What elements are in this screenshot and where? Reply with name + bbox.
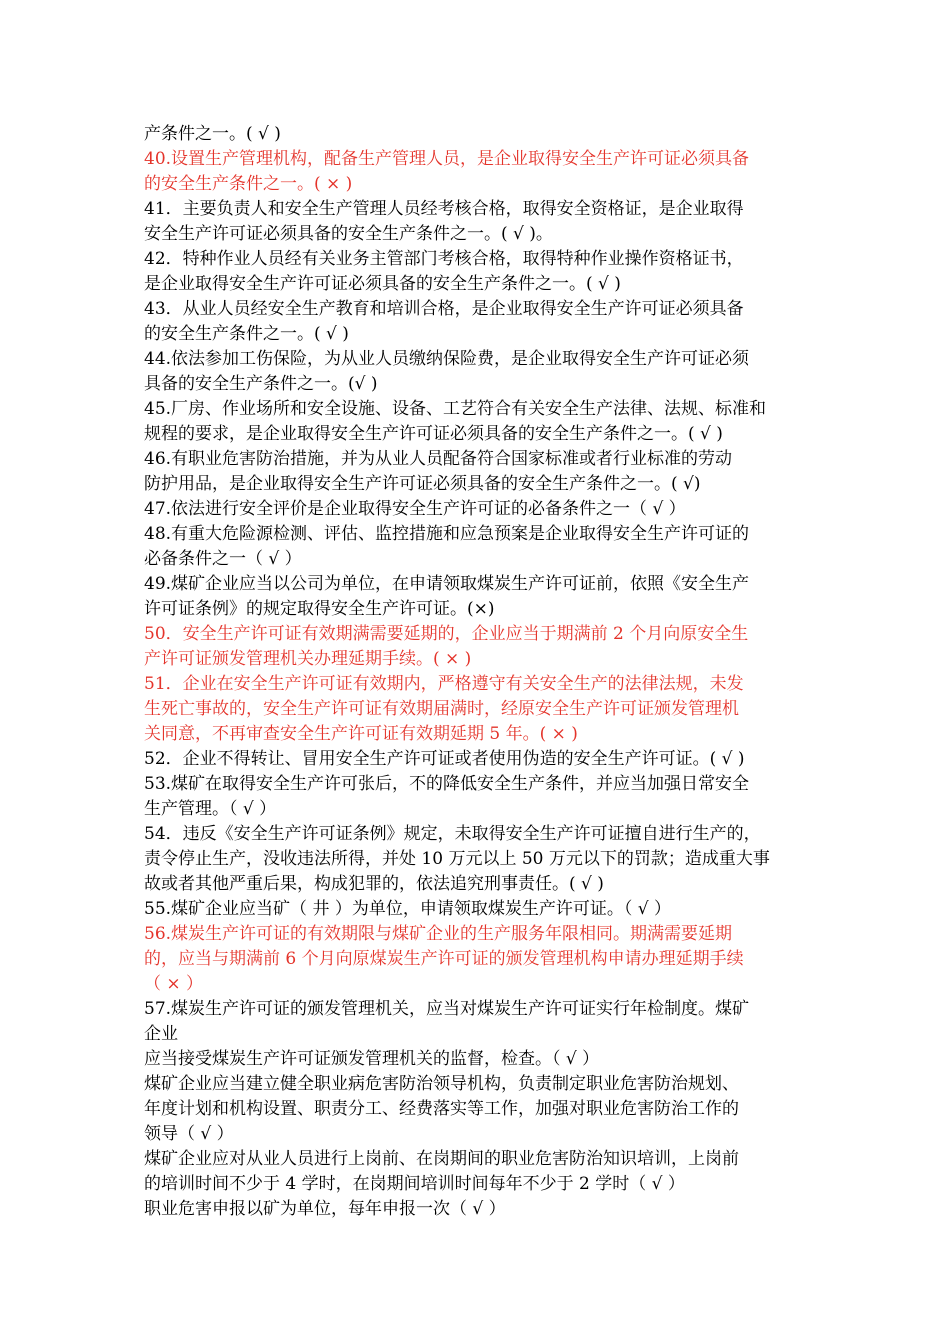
text-line: 43．从业人员经安全生产教育和培训合格，是企业取得安全生产许可证必须具备 (144, 299, 744, 319)
text-line: 具备的安全生产条件之一。(√ ) (144, 374, 378, 394)
text-line: 52．企业不得转让、冒用安全生产许可证或者使用伪造的安全生产许可证。( √ ) (144, 749, 745, 769)
highlighted-text-line: 40.设置生产管理机构，配备生产管理人员，是企业取得安全生产许可证必须具备 (144, 149, 750, 169)
text-line: 年度计划和机构设置、职责分工、经费落实等工作，加强对职业危害防治工作的 (144, 1099, 739, 1119)
highlighted-text-line: 51．企业在安全生产许可证有效期内，严格遵守有关安全生产的法律法规，未发 (144, 674, 744, 694)
text-line: 企业 (144, 1024, 178, 1044)
text-line: 的安全生产条件之一。( √ ) (144, 324, 349, 344)
highlighted-text-line: 生死亡事故的，安全生产许可证有效期届满时，经原安全生产许可证颁发管理机 (144, 699, 739, 719)
text-line: 53.煤矿在取得安全生产许可张后，不的降低安全生产条件，并应当加强日常安全 (144, 774, 750, 794)
highlighted-text-line: （ × ） (144, 974, 204, 994)
text-line: 47.依法进行安全评价是企业取得安全生产许可证的必备条件之一（ √ ） (144, 499, 686, 519)
text-line: 57.煤炭生产许可证的颁发管理机关，应当对煤炭生产许可证实行年检制度。煤矿 (144, 999, 750, 1019)
text-line: 领导（ √ ） (144, 1124, 234, 1144)
text-line: 48.有重大危险源检测、评估、监控措施和应急预案是企业取得安全生产许可证的 (144, 524, 750, 544)
text-line: 是企业取得安全生产许可证必须具备的安全生产条件之一。( √ ) (144, 274, 621, 294)
text-line: 生产管理。（ √ ） (144, 799, 277, 819)
text-line: 应当接受煤炭生产许可证颁发管理机关的监督，检查。（ √ ） (144, 1049, 600, 1069)
text-line: 41．主要负责人和安全生产管理人员经考核合格，取得安全资格证，是企业取得 (144, 199, 744, 219)
highlighted-text-line: 的，应当与期满前 6 个月向原煤炭生产许可证的颁发管理机构申请办理延期手续 (144, 949, 744, 969)
highlighted-text-line: 56.煤炭生产许可证的有效期限与煤矿企业的生产服务年限相同。期满需要延期 (144, 924, 733, 944)
text-line: 42．特种作业人员经有关业务主管部门考核合格，取得特种作业操作资格证书， (144, 249, 744, 269)
text-line: 44.依法参加工伤保险，为从业人员缴纳保险费，是企业取得安全生产许可证必须 (144, 349, 750, 369)
text-line: 许可证条例》的规定取得安全生产许可证。(×) (144, 599, 495, 619)
text-line: 故或者其他严重后果，构成犯罪的，依法追究刑事责任。( √ ) (144, 874, 604, 894)
text-line: 职业危害申报以矿为单位，每年申报一次（ √ ） (144, 1199, 506, 1219)
text-line: 55.煤矿企业应当矿（ 井 ）为单位，申请领取煤炭生产许可证。（ √ ） (144, 899, 671, 919)
highlighted-text-line: 关同意，不再审查安全生产许可证有效期延期 5 年。( × ) (144, 724, 578, 744)
highlighted-text-line: 50．安全生产许可证有效期满需要延期的，企业应当于期满前 2 个月向原安全生 (144, 624, 749, 644)
text-line: 49.煤矿企业应当以公司为单位，在申请领取煤炭生产许可证前，依照《安全生产 (144, 574, 750, 594)
text-line: 的培训时间不少于 4 学时，在岗期间培训时间每年不少于 2 学时（ √ ） (144, 1174, 685, 1194)
text-line: 防护用品，是企业取得安全生产许可证必须具备的安全生产条件之一。( √) (144, 474, 701, 494)
text-line: 煤矿企业应当建立健全职业病危害防治领导机构，负责制定职业危害防治规划、 (144, 1074, 739, 1094)
text-line: 产条件之一。( √ ) (144, 124, 281, 144)
text-line: 煤矿企业应对从业人员进行上岗前、在岗期间的职业危害防治知识培训，上岗前 (144, 1149, 739, 1169)
text-line: 46.有职业危害防治措施，并为从业人员配备符合国家标准或者行业标准的劳动 (144, 449, 733, 469)
highlighted-text-line: 的安全生产条件之一。( × ) (144, 174, 353, 194)
text-line: 45.厂房、作业场所和安全设施、设备、工艺符合有关安全生产法律、法规、标准和 (144, 399, 767, 419)
highlighted-text-line: 产许可证颁发管理机关办理延期手续。( × ) (144, 649, 472, 669)
text-line: 责令停止生产，没收违法所得，并处 10 万元以上 50 万元以下的罚款；造成重大事 (144, 849, 770, 869)
text-line: 必备条件之一（ √ ） (144, 549, 302, 569)
text-line: 规程的要求，是企业取得安全生产许可证必须具备的安全生产条件之一。( √ ) (144, 424, 723, 444)
text-line: 安全生产许可证必须具备的安全生产条件之一。( √ )。 (144, 224, 553, 244)
document-body (144, 122, 812, 1222)
text-line: 54．违反《安全生产许可证条例》规定，未取得安全生产许可证擅自进行生产的， (144, 824, 761, 844)
